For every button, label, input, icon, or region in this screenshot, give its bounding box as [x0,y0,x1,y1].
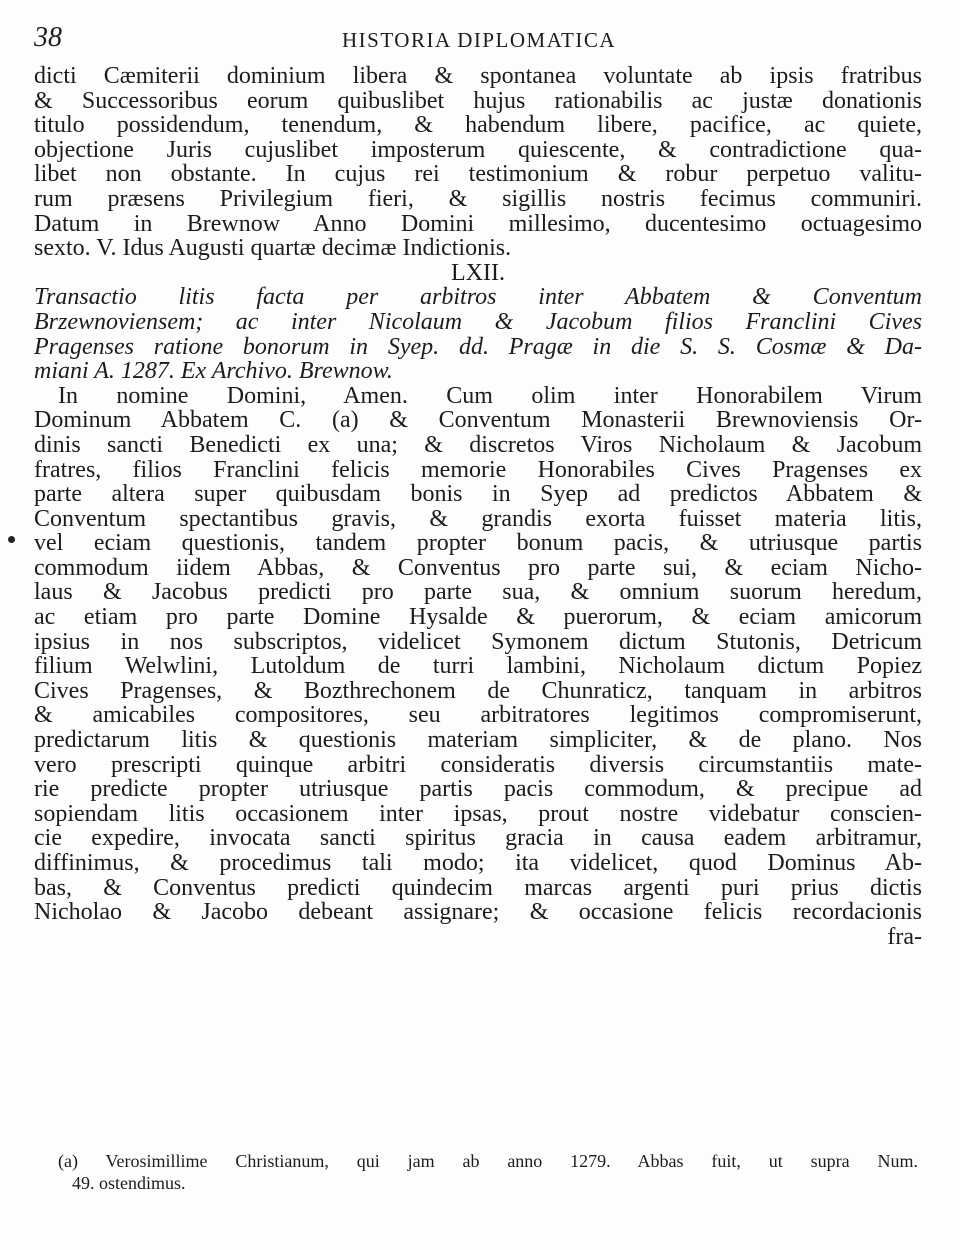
text-line: cie expedire, invocata sancti spiritus gracia in causa eadem arbitramur, [34,825,922,852]
margin-dot-mark [8,536,15,543]
text-line: & amicabiles compositores, seu arbitratores legitimos compromiserunt, [34,702,922,729]
text-line: commodum iidem Abbas, & Conventus pro parte sui, & eciam Nicho- [34,554,922,581]
text-line: bas, & Conventus predicti quindecim marcas argenti puri prius dictis [34,874,922,901]
text-line: rie predicte propter utriusque partis pacis commodum, & precipue ad [34,776,922,803]
text-line: libet non obstante. In cujus rei testimonium & robur perpetuo valitu- [34,161,922,188]
running-title: HISTORIA DIPLOMATICA [342,28,617,52]
text-line: filium Welwlini, Lutoldum de turri lambini, Nicholaum dictum Popiez [34,653,922,680]
text-line: Conventum spectantibus gravis, & grandis exorta fuisset materia litis, [34,505,922,532]
section-heading-line: Pragenses ratione bonorum in Syep. dd. Pragæ in die S. S. Cosmæ & Da- [34,333,922,360]
text-line: diffinimus, & procedimus tali modo; ita videlicet, quod Dominus Ab- [34,850,922,876]
text-line: ipsius in nos subscriptos, videlicet Symonem dictum Stutonis, Detricum [34,628,922,655]
text-line: dinis sancti Benedicti ex una; & discretos Viros Nicholaum & Jacobum [34,431,922,458]
text-line: rum præsens Privilegium fieri, & sigillis nostris fecimus communiri. [34,185,922,212]
page-header [34,20,924,60]
body-text [34,64,922,949]
footnote-line: 49. ostendimus. [72,1173,186,1193]
text-line: dicti Cæmiterii dominium libera & spontanea voluntate ab ipsis fratribus [34,63,922,89]
text-line: parte altera super quibusdam bonis in Syep ad predictos Abbatem & [34,481,922,508]
text-line: objectione Juris cujuslibet imposterum quiescente, & contradictione qua- [34,136,922,163]
text-line: predictarum litis & questionis materiam simpliciter, & de plano. Nos [34,727,922,754]
text-line: ac etiam pro parte Domine Hysalde & puerorum, & eciam amicorum [34,604,922,631]
section-heading-line: Transactio litis facta per arbitros inter Abbatem & Conventum [34,284,922,311]
text-line: Nicholao & Jacobo debeant assignare; & occasione felicis recordacionis [34,899,922,926]
text-line: Cives Pragenses, & Bozthrechonem de Chunraticz, tanquam in arbitros [34,677,922,704]
text-line: titulo possidendum, tenendum, & habendum libere, pacifice, ac quiete, [34,112,922,139]
section-heading-line: miani A. 1287. Ex Archivo. Brewnow. [34,358,393,385]
text-line: In nomine Domini, Amen. Cum olim inter Honorabilem Virum [58,382,922,409]
catchword: fra- [887,923,922,950]
text-line: vero prescripti quinque arbitri consideratis diversis circumstantiis mate- [34,751,922,778]
text-line: vel eciam questionis, tandem propter bonum pacis, & utriusque partis [34,530,922,557]
section-number: LXII. [451,259,505,286]
text-line: sexto. V. Idus Augusti quartæ decimæ Indictionis. [34,235,512,262]
text-line: Datum in Brewnow Anno Domini millesimo, ducentesimo octuagesimo [34,210,922,237]
text-line: laus & Jacobus predicti pro parte sua, & omnium suorum heredum, [34,579,922,606]
text-line: & Successoribus eorum quibuslibet hujus rationabilis ac justæ donationis [34,87,922,114]
text-line: fratres, filios Franclini felicis memorie Honorabiles Cives Pragenses ex [34,456,922,483]
page-number: 38 [34,22,62,53]
text-line: Dominum Abbatem C. (a) & Conventum Monasterii Brewnoviensis Or- [34,407,922,434]
text-line: sopiendam litis occasionem inter ipsas, prout nostre videbatur conscien- [34,800,922,827]
footnote [58,1150,918,1194]
footnote-line: (a) Verosimillime Christianum, qui jam ab anno 1279. Abbas fuit, ut supra Num. [58,1151,918,1171]
section-heading-line: Brzewnoviensem; ac inter Nicolaum & Jacobum filios Franclini Cives [34,308,922,335]
